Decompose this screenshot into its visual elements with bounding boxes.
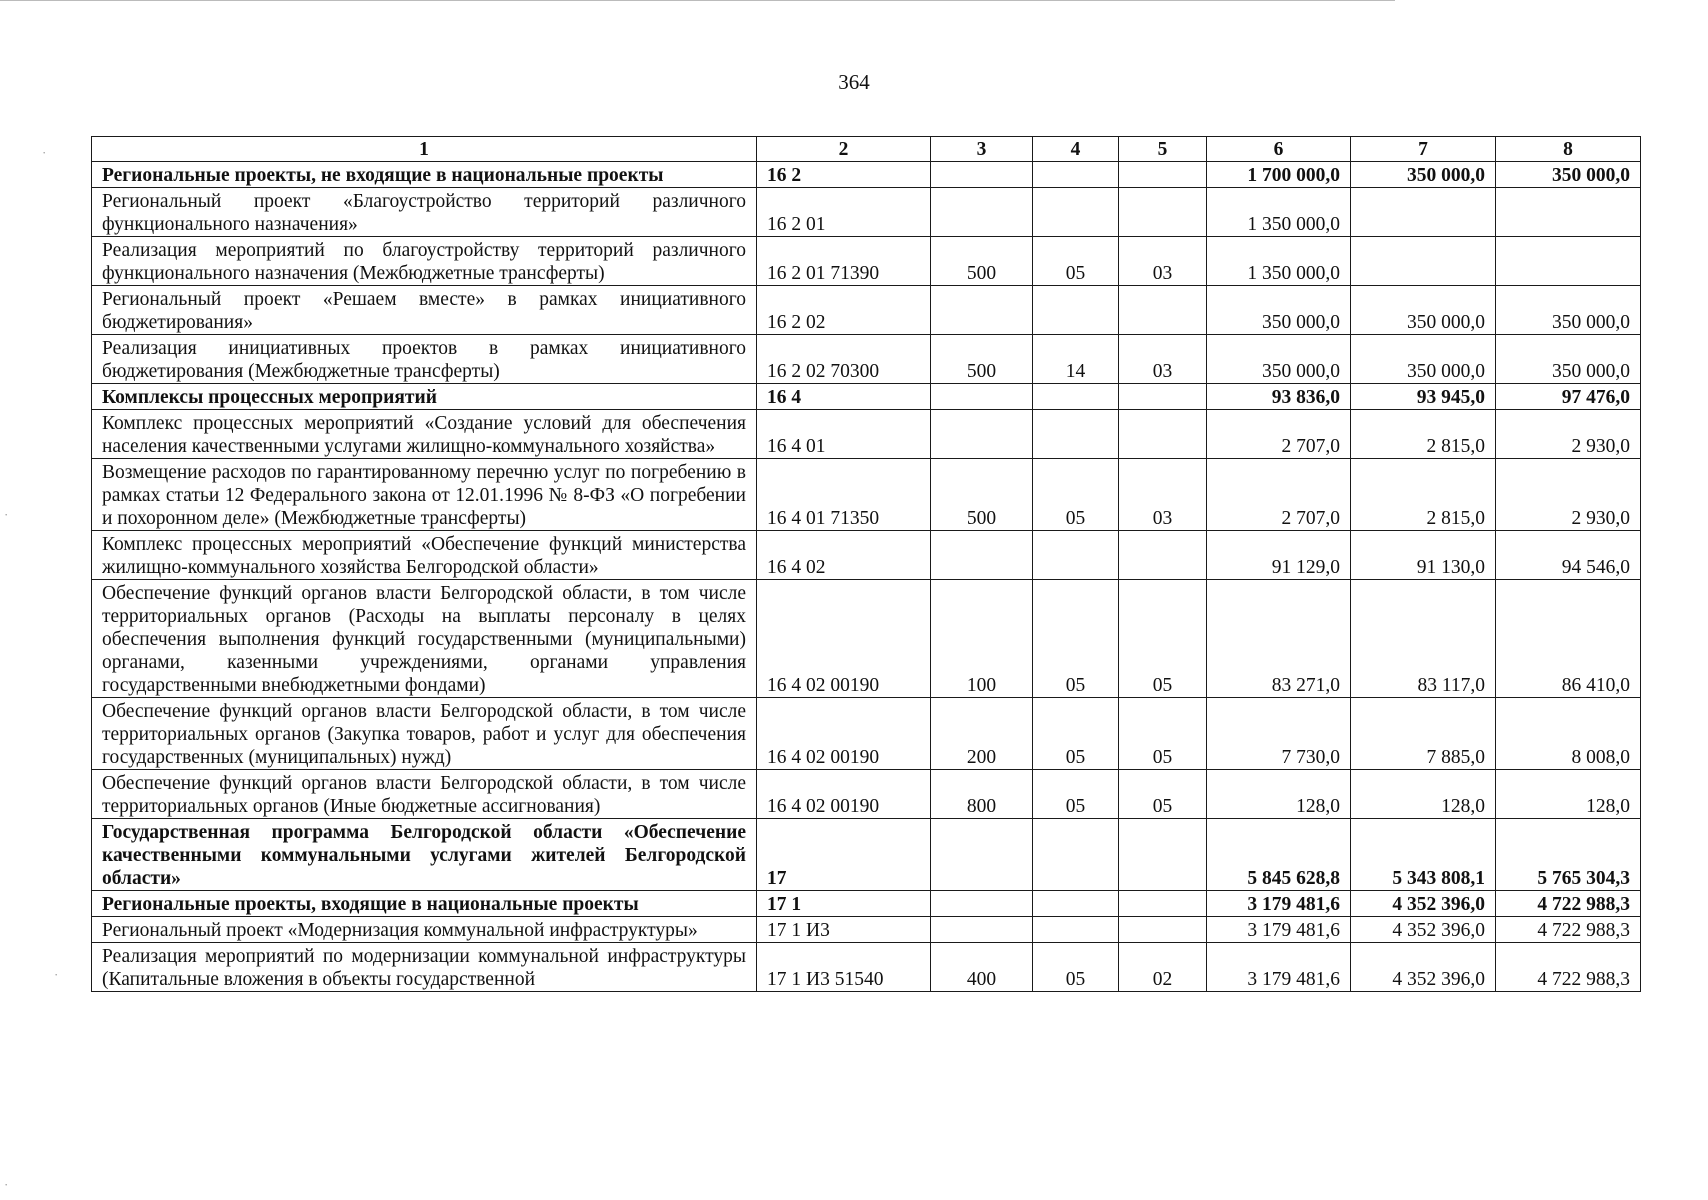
subsection-code: 05: [1119, 770, 1207, 819]
row-name: Региональный проект «Модернизация коммунальной инфраструктуры»: [92, 917, 757, 943]
table-row: [92, 335, 1641, 384]
amount-col-6: 1 350 000,0: [1207, 237, 1351, 286]
table-row: [92, 770, 1641, 819]
row-name: Региональные проекты, не входящие в национальные проекты: [92, 162, 757, 188]
classification-code: 16 2 02: [757, 286, 931, 335]
amount-col-7: 350 000,0: [1351, 286, 1496, 335]
expense-type-code: [931, 891, 1033, 917]
amount-col-8: 350 000,0: [1496, 286, 1641, 335]
row-name: Государственная программа Белгородской области «Обеспечение качественными коммунальными услугами жителей Белгородской области»: [92, 819, 757, 891]
subsection-code: 02: [1119, 943, 1207, 992]
expense-type-code: [931, 384, 1033, 410]
table-row: [92, 943, 1641, 992]
expense-type-code: [931, 188, 1033, 237]
row-name: Реализация мероприятий по благоустройству территорий различного функционального назначения (Межбюджетные трансферты): [92, 237, 757, 286]
row-name: Комплекс процессных мероприятий «Создание условий для обеспечения населения качественными услугами жилищно-коммунального хозяйства»: [92, 410, 757, 459]
classification-code: 17: [757, 819, 931, 891]
amount-col-6: 2 707,0: [1207, 459, 1351, 531]
expense-type-code: 400: [931, 943, 1033, 992]
classification-code: 16 2: [757, 162, 931, 188]
row-name: Региональные проекты, входящие в национальные проекты: [92, 891, 757, 917]
row-name: Региональный проект «Благоустройство территорий различного функционального назначения»: [92, 188, 757, 237]
amount-col-8: 128,0: [1496, 770, 1641, 819]
section-code: 05: [1033, 237, 1119, 286]
amount-col-8: 4 722 988,3: [1496, 917, 1641, 943]
amount-col-6: 1 700 000,0: [1207, 162, 1351, 188]
classification-code: 16 4 02 00190: [757, 580, 931, 698]
column-number: 8: [1496, 137, 1641, 162]
table-row: [92, 531, 1641, 580]
amount-col-6: 3 179 481,6: [1207, 891, 1351, 917]
column-number: 4: [1033, 137, 1119, 162]
amount-col-7: 4 352 396,0: [1351, 891, 1496, 917]
classification-code: 16 4 02 00190: [757, 698, 931, 770]
row-name: Обеспечение функций органов власти Белгородской области, в том числе территориальных органов (Расходы на выплаты персоналу в целях обеспечения выполнения функций государственными (муниципальными) органами, казенными учреждениями, органами управления государственными внебюджетными фондами): [92, 580, 757, 698]
amount-col-6: 5 845 628,8: [1207, 819, 1351, 891]
scan-speck: ·: [4, 507, 9, 522]
row-name: Комплексы процессных мероприятий: [92, 384, 757, 410]
amount-col-6: 7 730,0: [1207, 698, 1351, 770]
amount-col-7: 83 117,0: [1351, 580, 1496, 698]
row-name: Обеспечение функций органов власти Белгородской области, в том числе территориальных органов (Иные бюджетные ассигнования): [92, 770, 757, 819]
classification-code: 16 4 01: [757, 410, 931, 459]
subsection-code: [1119, 384, 1207, 410]
subsection-code: 03: [1119, 237, 1207, 286]
section-code: 05: [1033, 580, 1119, 698]
amount-col-7: 93 945,0: [1351, 384, 1496, 410]
section-code: [1033, 384, 1119, 410]
amount-col-8: [1496, 237, 1641, 286]
section-code: 05: [1033, 770, 1119, 819]
expense-type-code: [931, 286, 1033, 335]
section-code: [1033, 286, 1119, 335]
subsection-code: [1119, 410, 1207, 459]
section-code: [1033, 531, 1119, 580]
section-code: 05: [1033, 459, 1119, 531]
expense-type-code: 500: [931, 237, 1033, 286]
column-number: 6: [1207, 137, 1351, 162]
expense-type-code: 500: [931, 459, 1033, 531]
amount-col-7: 2 815,0: [1351, 410, 1496, 459]
classification-code: 16 4 02 00190: [757, 770, 931, 819]
subsection-code: [1119, 286, 1207, 335]
classification-code: 17 1 И3: [757, 917, 931, 943]
row-name: Комплекс процессных мероприятий «Обеспечение функций министерства жилищно-коммунального хозяйства Белгородской области»: [92, 531, 757, 580]
amount-col-8: 86 410,0: [1496, 580, 1641, 698]
subsection-code: 03: [1119, 335, 1207, 384]
amount-col-7: 350 000,0: [1351, 335, 1496, 384]
section-code: [1033, 891, 1119, 917]
classification-code: 16 4 01 71350: [757, 459, 931, 531]
classification-code: 16 2 01 71390: [757, 237, 931, 286]
scan-top-edge: [0, 0, 1395, 1]
subsection-code: 05: [1119, 698, 1207, 770]
table-row: [92, 162, 1641, 188]
column-number: 1: [92, 137, 757, 162]
expense-type-code: [931, 917, 1033, 943]
amount-col-7: 5 343 808,1: [1351, 819, 1496, 891]
column-number: 2: [757, 137, 931, 162]
table-row: [92, 891, 1641, 917]
classification-code: 16 2 02 70300: [757, 335, 931, 384]
table-row: [92, 410, 1641, 459]
table-row: [92, 917, 1641, 943]
classification-code: 16 2 01: [757, 188, 931, 237]
amount-col-6: 350 000,0: [1207, 335, 1351, 384]
amount-col-7: 7 885,0: [1351, 698, 1496, 770]
table-row: [92, 286, 1641, 335]
table-row: [92, 698, 1641, 770]
row-name: Реализация инициативных проектов в рамках инициативного бюджетирования (Межбюджетные трансферты): [92, 335, 757, 384]
amount-col-8: [1496, 188, 1641, 237]
amount-col-7: [1351, 188, 1496, 237]
amount-col-8: 350 000,0: [1496, 162, 1641, 188]
amount-col-8: 94 546,0: [1496, 531, 1641, 580]
section-code: [1033, 410, 1119, 459]
amount-col-8: 4 722 988,3: [1496, 891, 1641, 917]
amount-col-6: 1 350 000,0: [1207, 188, 1351, 237]
classification-code: 17 1 И3 51540: [757, 943, 931, 992]
classification-code: 16 4 02: [757, 531, 931, 580]
amount-col-8: 4 722 988,3: [1496, 943, 1641, 992]
classification-code: 16 4: [757, 384, 931, 410]
table-row: [92, 188, 1641, 237]
amount-col-6: 93 836,0: [1207, 384, 1351, 410]
section-code: [1033, 917, 1119, 943]
expense-type-code: 800: [931, 770, 1033, 819]
subsection-code: 03: [1119, 459, 1207, 531]
amount-col-6: 2 707,0: [1207, 410, 1351, 459]
subsection-code: [1119, 917, 1207, 943]
row-name: Региональный проект «Решаем вместе» в рамках инициативного бюджетирования»: [92, 286, 757, 335]
amount-col-8: 5 765 304,3: [1496, 819, 1641, 891]
amount-col-7: 4 352 396,0: [1351, 943, 1496, 992]
expense-type-code: [931, 819, 1033, 891]
table-row: [92, 459, 1641, 531]
budget-table: [91, 136, 1641, 992]
amount-col-8: 2 930,0: [1496, 459, 1641, 531]
amount-col-6: 3 179 481,6: [1207, 943, 1351, 992]
scan-speck: ·: [54, 967, 59, 982]
expense-type-code: [931, 410, 1033, 459]
section-code: 14: [1033, 335, 1119, 384]
amount-col-6: 350 000,0: [1207, 286, 1351, 335]
row-name: Возмещение расходов по гарантированному перечню услуг по погребению в рамках статьи 12 Федерального закона от 12.01.1996 № 8-ФЗ «О погребении и похоронном деле» (Межбюджетные трансферты): [92, 459, 757, 531]
amount-col-6: 3 179 481,6: [1207, 917, 1351, 943]
subsection-code: [1119, 819, 1207, 891]
scan-speck: ·: [42, 145, 47, 160]
expense-type-code: [931, 531, 1033, 580]
table-row: [92, 237, 1641, 286]
amount-col-7: 350 000,0: [1351, 162, 1496, 188]
section-code: [1033, 188, 1119, 237]
expense-type-code: 200: [931, 698, 1033, 770]
classification-code: 17 1: [757, 891, 931, 917]
section-code: 05: [1033, 943, 1119, 992]
subsection-code: [1119, 891, 1207, 917]
section-code: [1033, 162, 1119, 188]
page-number: 364: [838, 70, 870, 94]
amount-col-8: 97 476,0: [1496, 384, 1641, 410]
expense-type-code: [931, 162, 1033, 188]
amount-col-8: 2 930,0: [1496, 410, 1641, 459]
subsection-code: [1119, 162, 1207, 188]
expense-type-code: 500: [931, 335, 1033, 384]
amount-col-7: 2 815,0: [1351, 459, 1496, 531]
amount-col-7: 91 130,0: [1351, 531, 1496, 580]
amount-col-7: 4 352 396,0: [1351, 917, 1496, 943]
expense-type-code: 100: [931, 580, 1033, 698]
table-row: [92, 819, 1641, 891]
column-number-row: [92, 137, 1641, 162]
column-number: 5: [1119, 137, 1207, 162]
row-name: Обеспечение функций органов власти Белгородской области, в том числе территориальных органов (Закупка товаров, работ и услуг для обеспечения государственных (муниципальных) нужд): [92, 698, 757, 770]
table-row: [92, 384, 1641, 410]
row-name: Реализация мероприятий по модернизации коммунальной инфраструктуры (Капитальные вложения в объекты государственной: [92, 943, 757, 992]
column-number: 7: [1351, 137, 1496, 162]
table-row: [92, 580, 1641, 698]
amount-col-6: 128,0: [1207, 770, 1351, 819]
subsection-code: 05: [1119, 580, 1207, 698]
section-code: 05: [1033, 698, 1119, 770]
section-code: [1033, 819, 1119, 891]
amount-col-6: 83 271,0: [1207, 580, 1351, 698]
amount-col-8: 350 000,0: [1496, 335, 1641, 384]
amount-col-8: 8 008,0: [1496, 698, 1641, 770]
subsection-code: [1119, 188, 1207, 237]
amount-col-7: [1351, 237, 1496, 286]
subsection-code: [1119, 531, 1207, 580]
column-number: 3: [931, 137, 1033, 162]
amount-col-7: 128,0: [1351, 770, 1496, 819]
amount-col-6: 91 129,0: [1207, 531, 1351, 580]
scan-speck: ·: [4, 1177, 9, 1192]
